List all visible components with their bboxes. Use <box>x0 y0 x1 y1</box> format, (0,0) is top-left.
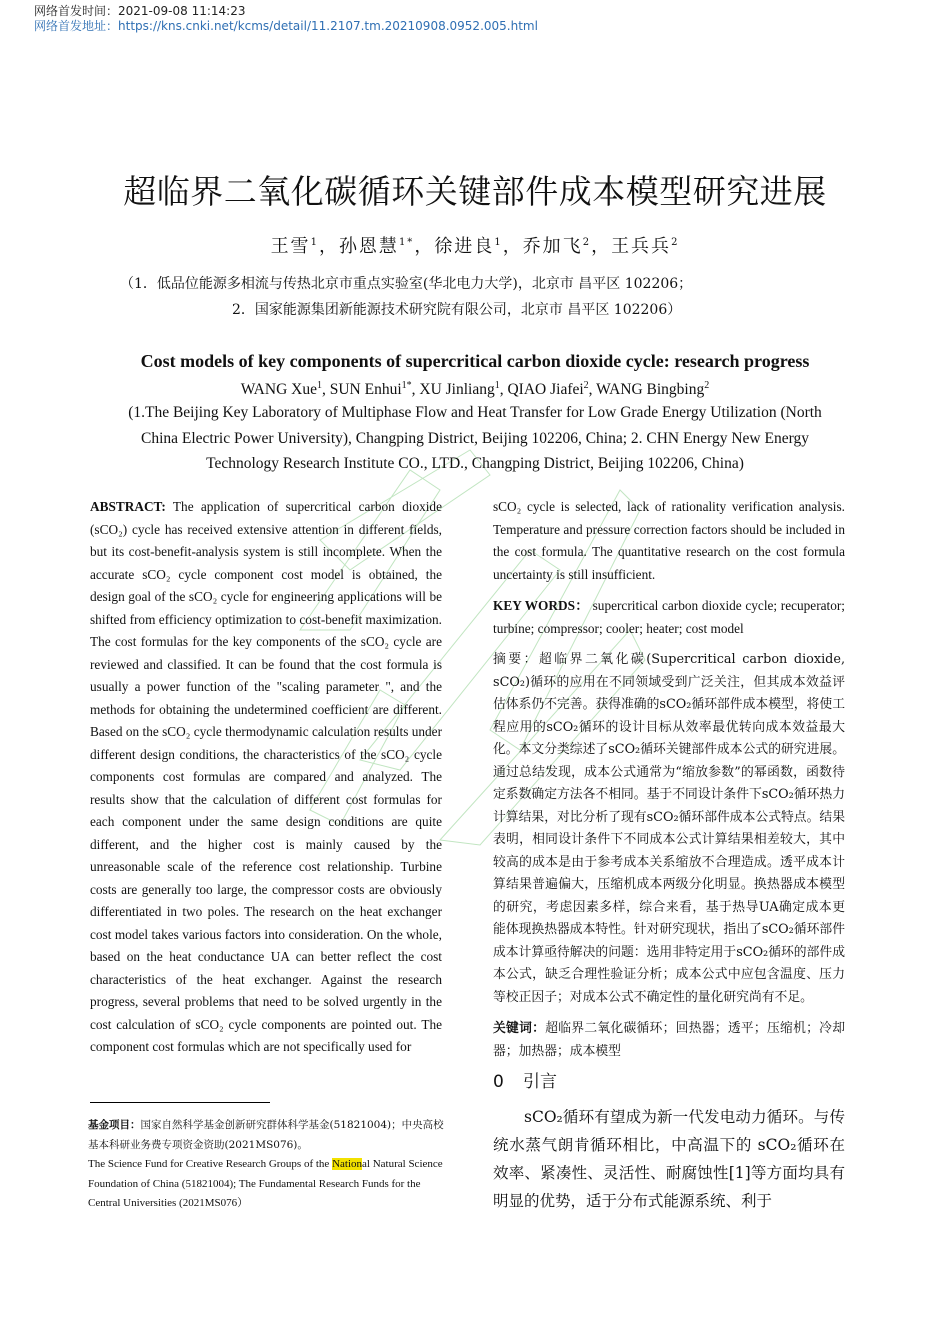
authors-en: WANG Xue$^1$, SUN Enhui$^{1*}$, XU Jinliang$^1$, QIAO Jiafei$^2$, WANG Bingbing$^2$ <box>240 380 710 399</box>
paper-title-en: Cost models of key components of supercritical carbon dioxide cycle: research progress <box>140 351 810 371</box>
abstract-cn: 摘要：超临界二氧化碳(Supercritical carbon dioxide, sCO₂)循环的应用在不同领域受到广泛关注，但其成本效益评估体系仍不完善。获得准确的sCO₂循环部件成本模型，将使工程应用的sCO₂循环的设计目标从效率最优转向成本效益最大化。本文分类综述了sCO₂循环关键部件成本公式的研究进展。通过总结发现，成本公式通常为“缩放参数”的幂函数，函数待定系数确定方法各不相同。基于不同设计条件下sCO₂循环热力计算结果，对比分析了现有sCO₂循环部件成本公式特点。结果表明，相同设计条件下不同成本公式计算结果相差较大，其中较高的成本是由于参考成本关系缩放不合理造成。透平成本计算结果普遍偏大，压缩机成本两级分化明显。换热器成本模型的研究，考虑因素多样，综合来看，基于热导UA确定成本更能体现换热器成本特性。针对研究现状，指出了sCO₂循环部件成本计算亟待解决的问题：选用非特定用于sCO₂循环的部件成本公式，缺乏合理性验证分析；成本公式中应包含温度、压力等校正因子；对成本公式不确定性的量化研究尚有不足。 <box>493 652 846 1005</box>
abstract-en-text: The application of supercritical carbon dioxide (sCO₂) cycle has received extensive attention in different fields, but its cost-benefit-analysis system is still incomplete. When the accurate sCO₂ cycle component cost model is obtained, the design goal of the sCO₂ cycle for engineering applications will be shifted from efficiency optimization to cost-benefit maximization. The cost formulas for the key components of the sCO₂ cycle are reviewed and classified. It can be found that the cost formula is usually a power function of the "scaling parameter ", and the methods for obtaining the undetermined coefficient are different. Based on the sCO₂ cycle thermodynamic calculation results under different design conditions, the characteristics of the sCO₂ cycle components cost formulas are compared and analyzed. The results show that the calculation of different cost formulas for each component under the same design conditions are quite different, and the higher cost is mainly caused by the unreasonable scale of the reference cost relationship. Turbine costs are generally too large, the compressor costs are obviously differentiated in two poles. The research on the heat exchanger cost model takes various factors into consideration. On the whole, based on the heat conductance UA can better reflect the cost characteristics of the heat exchanger. Against the research progress, several problems that need to be solved urgently in the cost calculation of sCO₂ cycle components are pointed out. The component cost formulas which are not specifically used for <box>90 499 442 1054</box>
right-column <box>493 496 845 1215</box>
keywords-cn: 关键词：超临界二氧化碳循环；回热器；透平；压缩机；冷却器；加热器；成本模型 <box>493 1021 846 1059</box>
authors-cn: 王雪$^1$，孙恩慧$^{1*}$，徐进良$^1$，乔加飞$^2$，王兵兵$^2$ <box>270 236 680 257</box>
footnotes <box>88 1116 445 1214</box>
fund-en: The Science Fund for Creative Research Groups of the National Natural Science Foundation of China (51821004); The Fundamental Research Funds for the Central Universities (2021MS076） <box>88 1158 443 1209</box>
fund-cn: 基金项目：国家自然科学基金创新研究群体科学基金(51821004)；中央高校基本科研业务费专项资金资助(2021MS076)。 <box>88 1119 444 1151</box>
affiliation-en-line3: Technology Research Institute CO., LTD., Changping District, Beijing 102206, China) <box>206 455 744 472</box>
affiliation-en-line1: (1.The Beijing Key Laboratory of Multiphase Flow and Heat Transfer for Low Grade Energy Utilization (North <box>128 404 822 421</box>
abstract-en <box>90 496 442 1059</box>
affiliation-en-line2: China Electric Power University), Changping District, Beijing 102206, China; 2. CHN Energy New Energy <box>141 430 809 447</box>
left-column <box>90 496 442 1059</box>
footnote-divider <box>90 1102 270 1103</box>
section-heading-introduction: 0 引言 <box>493 1072 557 1092</box>
abstract-en-continued: sCO₂ cycle is selected, lack of rationality verification analysis. Temperature and pressure correction factors should be included in the cost formula. The quantitative research on the cost formula uncertainty is still insufficient. <box>493 499 845 582</box>
online-publish-address: 网络首发地址：https://kns.cnki.net/kcms/detail/11.2107.tm.20210908.0952.005.html <box>34 19 538 33</box>
introduction-paragraph: sCO₂循环有望成为新一代发电动力循环。与传统水蒸气朗肯循环相比，中高温下的 sCO₂循环在效率、紧凑性、灵活性、耐腐蚀性[1]等方面均具有明显的优势，适于分布式能源系统、利于 <box>493 1108 845 1210</box>
abstract-en-label: ABSTRACT: <box>90 499 166 514</box>
online-url-link[interactable]: https://kns.cnki.net/kcms/detail/11.2107.tm.20210908.0952.005.html <box>118 19 538 33</box>
online-publish-time: 网络首发时间：2021-09-08 11:14:23 <box>34 4 246 18</box>
keywords-en: KEY WORDS： supercritical carbon dioxide cycle; recuperator; turbine; compressor; cooler; heater; cost model <box>493 598 845 636</box>
affiliation-cn-line2: 2．国家能源集团新能源技术研究院有限公司，北京市 昌平区 102206） <box>232 302 682 318</box>
paper-title-cn: 超临界二氧化碳循环关键部件成本模型研究进展 <box>123 172 827 211</box>
highlighted-text: Nation <box>332 1158 363 1170</box>
affiliation-cn-line1: （1．低品位能源多相流与传热北京市重点实验室(华北电力大学)，北京市 昌平区 102206； <box>120 276 693 292</box>
